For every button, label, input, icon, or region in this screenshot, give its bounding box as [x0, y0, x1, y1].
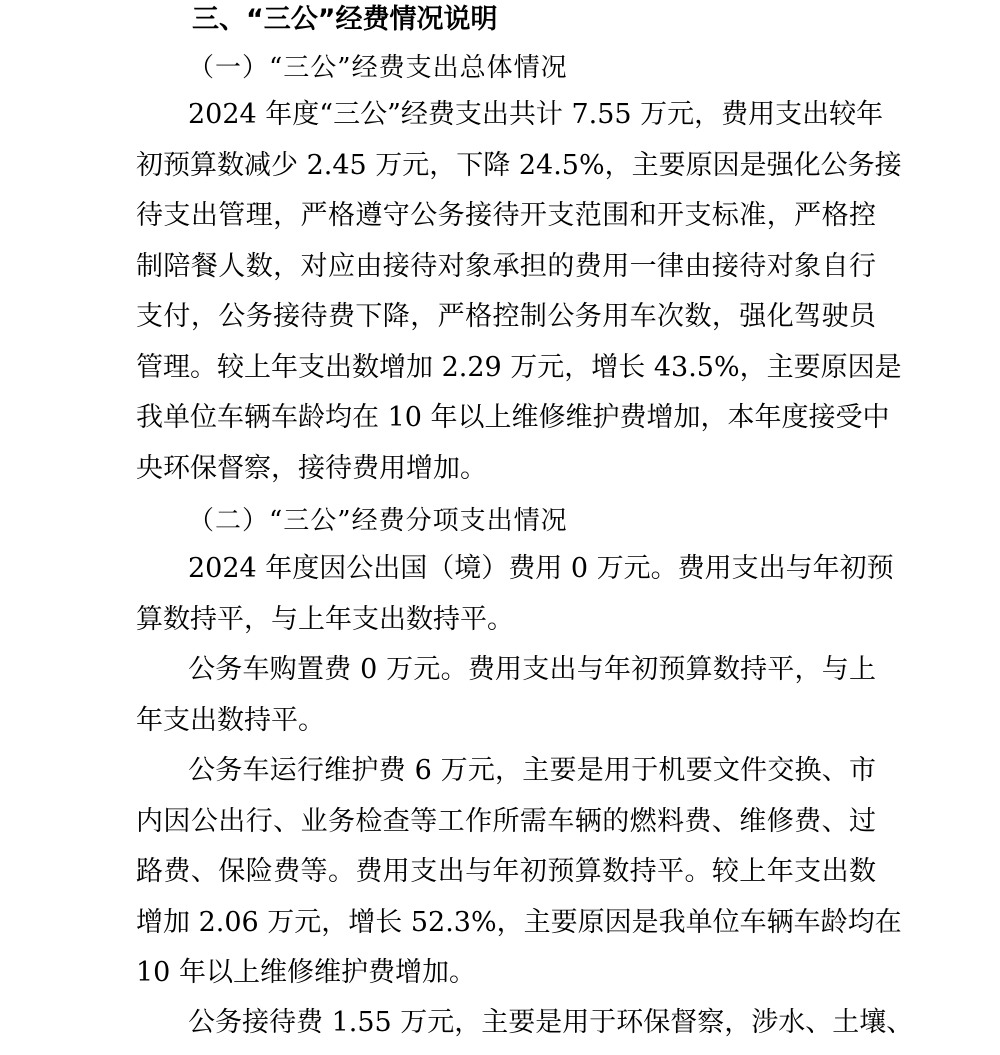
paragraph-line: 央环保督察，接待费用增加。 — [136, 452, 487, 484]
paragraph-line: 增加 2.06 万元，增长 52.3%，主要原因是我单位车辆车龄均在 — [136, 906, 902, 938]
paragraph-line: 支付，公务接待费下降，严格控制公务用车次数，强化驾驶员 — [136, 301, 876, 332]
section-title: 三、“三公”经费情况说明 — [192, 4, 498, 35]
paragraph-line: 路费、保险费等。费用支出与年初预算数持平。较上年支出数 — [136, 856, 876, 887]
paragraph-vehicle-purchase — [136, 651, 876, 752]
paragraph-line: 2024 年度因公出国（境）费用 0 万元。费用支出与年初预 — [188, 553, 894, 584]
paragraph-line: 2024 年度“三公”经费支出共计 7.55 万元，费用支出较年 — [188, 99, 884, 130]
paragraph-official-reception — [136, 1004, 914, 1055]
paragraph-line: 公务接待费 1.55 万元，主要是用于环保督察，涉水、土壤、 — [188, 1007, 914, 1038]
paragraph-line: 内因公出行、业务检查等工作所需车辆的燃料费、维修费、过 — [136, 805, 876, 837]
paragraph-line: 公务车购置费 0 万元。费用支出与年初预算数持平，与上 — [188, 654, 876, 685]
paragraph-line: 制陪餐人数，对应由接待对象承担的费用一律由接待对象自行 — [136, 250, 876, 282]
paragraph-line: 待支出管理，严格遵守公务接待开支范围和开支标准，严格控 — [136, 200, 876, 231]
paragraph-line: 公务车运行维护费 6 万元，主要是用于机要文件交换、市 — [188, 755, 876, 786]
paragraph-vehicle-maintenance — [136, 752, 902, 1005]
paragraph-line: 管理。较上年支出数增加 2.29 万元，增长 43.5%，主要原因是 — [136, 351, 902, 383]
paragraph-overall-spending — [136, 96, 902, 500]
subsection-title-itemized: （二）“三公”经费分项支出情况 — [188, 506, 568, 536]
paragraph-line: 年支出数持平。 — [136, 704, 325, 736]
paragraph-overseas-travel — [136, 550, 894, 651]
paragraph-line: 我单位车辆车龄均在 10 年以上维修维护费增加，本年度接受中 — [136, 402, 890, 433]
subsection-title-overall: （一）“三公”经费支出总体情况 — [188, 53, 568, 83]
paragraph-line: 10 年以上维修维护费增加。 — [136, 957, 476, 988]
paragraph-line: 初预算数减少 2.45 万元，下降 24.5%，主要原因是强化公务接 — [136, 149, 902, 181]
paragraph-line: 算数持平，与上年支出数持平。 — [136, 603, 514, 635]
